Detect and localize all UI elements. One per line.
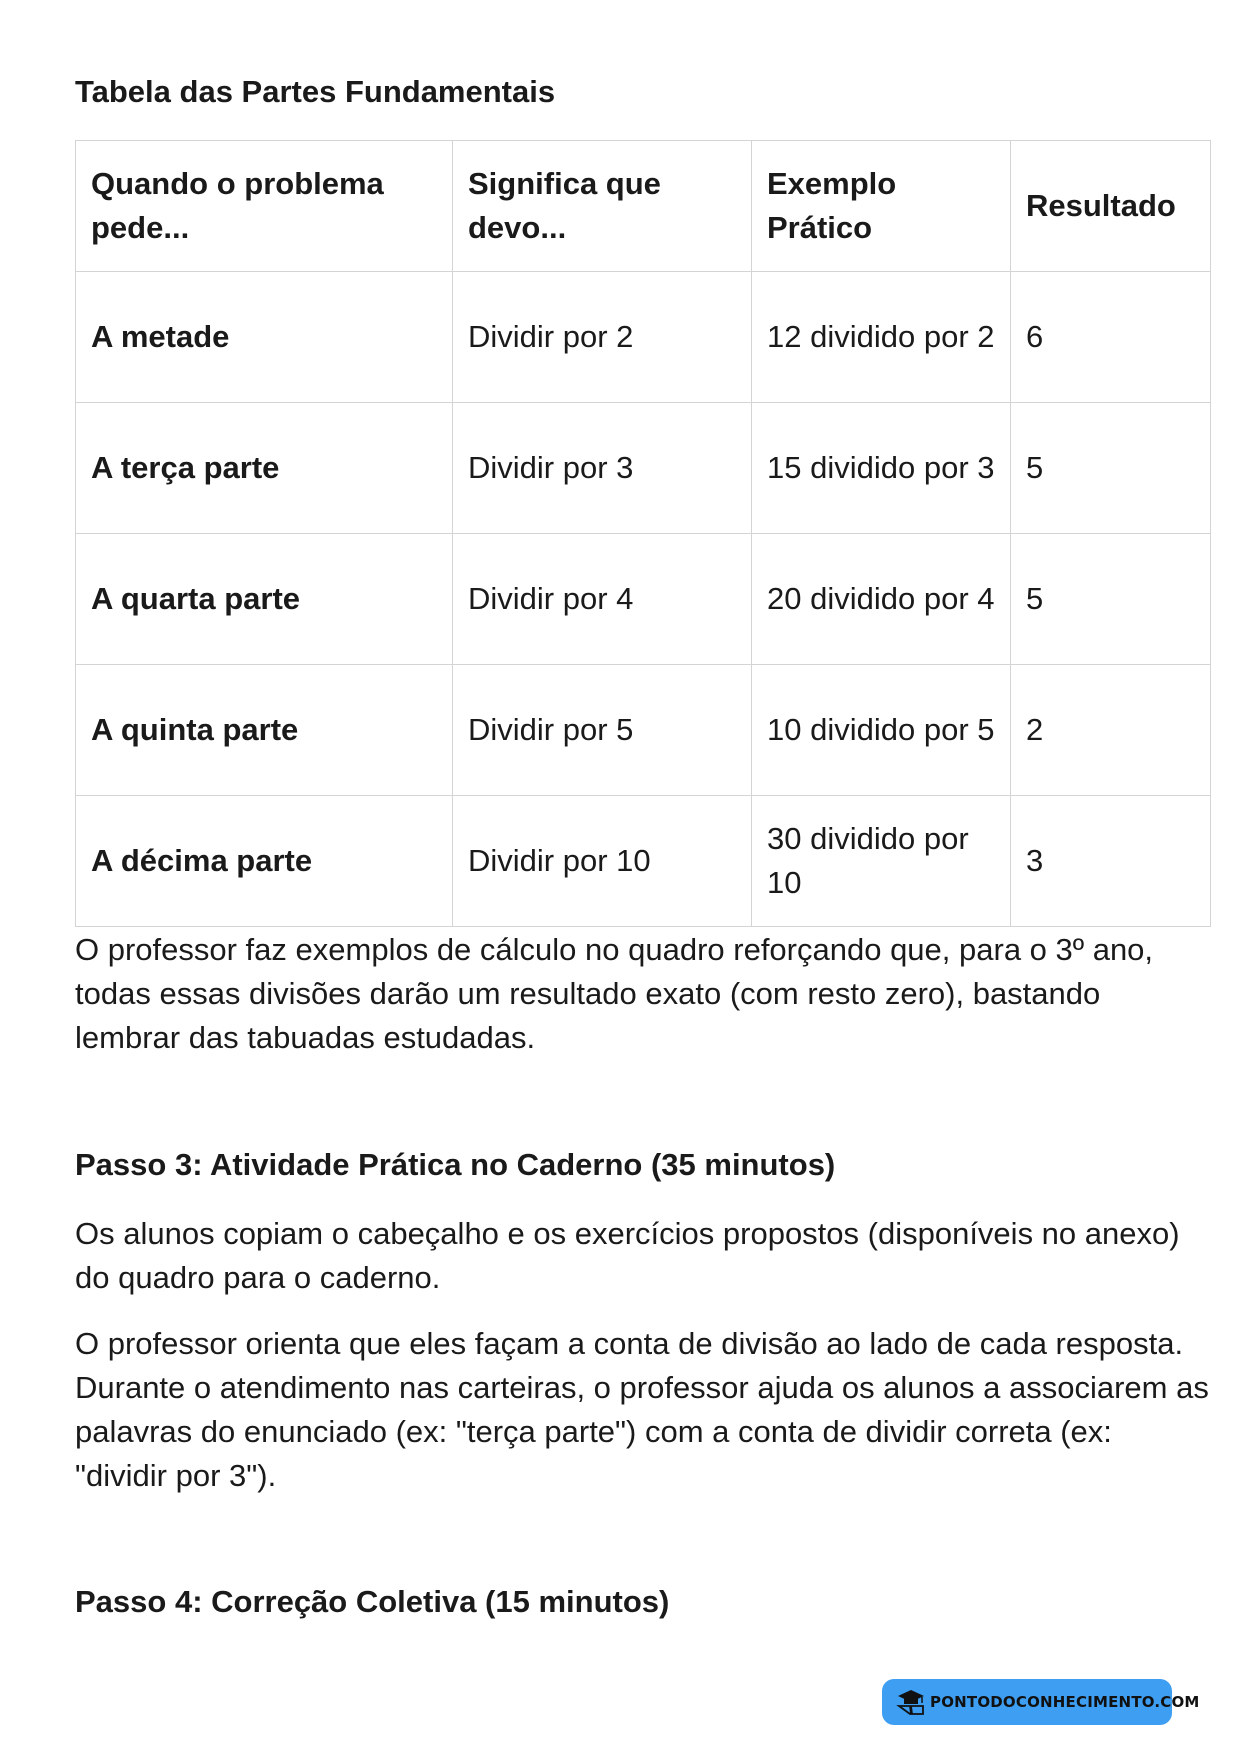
table-row (76, 534, 1211, 665)
table-row (76, 796, 1211, 927)
header-cell: Resultado (1011, 141, 1211, 272)
site-badge-text: PONTODOCONHECIMENTO.COM (930, 1693, 1200, 1711)
table-row (76, 403, 1211, 534)
fundamental-parts-table (75, 140, 1211, 927)
table-cell: 15 dividido por 3 (752, 403, 1011, 534)
header-cell: Significa que devo... (453, 141, 752, 272)
paragraph-copy-exercises: Os alunos copiam o cabeçalho e os exercícios propostos (disponíveis no anexo) do quadro para o caderno. (75, 1216, 1180, 1295)
table-cell: 3 (1011, 796, 1211, 927)
site-badge-link[interactable] (882, 1679, 1200, 1725)
table-title: Tabela das Partes Fundamentais (75, 74, 556, 109)
table-cell: 5 (1011, 534, 1211, 665)
table-cell: 12 dividido por 2 (752, 272, 1011, 403)
table-cell: 30 dividido por 10 (752, 796, 1011, 927)
table-row (76, 665, 1211, 796)
graduation-cap-book-icon (896, 1688, 926, 1716)
paragraph-teacher-guidance: O professor orienta que eles façam a conta de divisão ao lado de cada resposta. Durante o atendimento nas carteiras, o professor ajuda os alunos a associarem as palavras do enunciado (ex: "terça parte") com a conta de dividir correta (ex: "dividir por 3"). (75, 1326, 1209, 1493)
table-cell: 20 dividido por 4 (752, 534, 1011, 665)
table-cell: 10 dividido por 5 (752, 665, 1011, 796)
paragraph-calculation-examples: O professor faz exemplos de cálculo no quadro reforçando que, para o 3º ano, todas essas divisões darão um resultado exato (com resto zero), bastando lembrar das tabuadas estudadas. (75, 932, 1154, 1055)
table-cell: Dividir por 5 (453, 665, 752, 796)
table-cell: Dividir por 3 (453, 403, 752, 534)
step-3-heading: Passo 3: Atividade Prática no Caderno (35 minutos) (75, 1147, 836, 1182)
header-cell: Quando o problema pede... (76, 141, 453, 272)
table-cell: 5 (1011, 403, 1211, 534)
table-cell: A terça parte (76, 403, 453, 534)
table-cell: A décima parte (76, 796, 453, 927)
table-cell: A metade (76, 272, 453, 403)
table-cell: Dividir por 10 (453, 796, 752, 927)
table-header-row (76, 141, 1211, 272)
table-row (76, 272, 1211, 403)
table-cell: 2 (1011, 665, 1211, 796)
table-cell: 6 (1011, 272, 1211, 403)
table-cell: A quarta parte (76, 534, 453, 665)
header-cell: Exemplo Prático (752, 141, 1011, 272)
table-cell: A quinta parte (76, 665, 453, 796)
step-4-heading: Passo 4: Correção Coletiva (15 minutos) (75, 1584, 670, 1619)
table-cell: Dividir por 4 (453, 534, 752, 665)
table-cell: Dividir por 2 (453, 272, 752, 403)
